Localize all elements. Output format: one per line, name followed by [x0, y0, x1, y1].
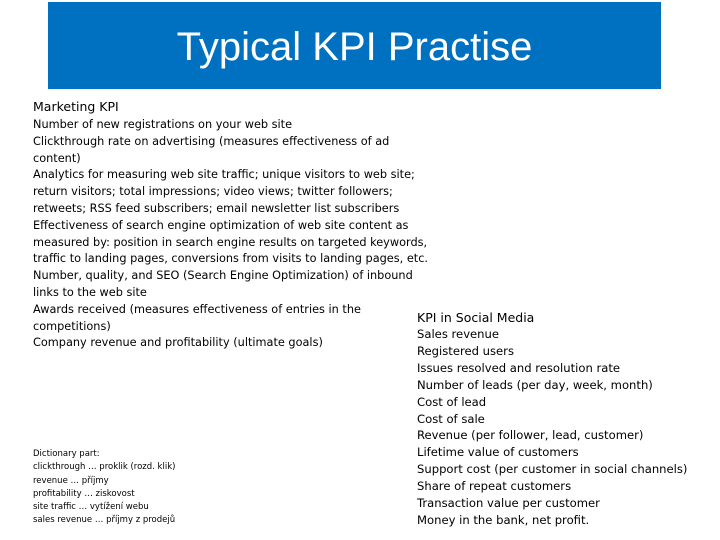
social-kpi-line: Cost of lead: [417, 394, 487, 409]
social-media-kpi-heading: KPI in Social Media: [417, 310, 535, 325]
dictionary-entry: site traffic … vytížení webu: [33, 502, 149, 513]
marketing-kpi-line: retweets; RSS feed subscribers; email newsletter list subscribers: [33, 201, 400, 215]
slide-title: Typical KPI Practise: [176, 24, 533, 69]
title-banner: [48, 2, 661, 89]
dictionary-entry: profitability … ziskovost: [33, 488, 135, 499]
marketing-kpi-line: competitions): [33, 319, 111, 333]
marketing-kpi-line: Analytics for measuring web site traffic; unique visitors to web site;: [33, 168, 415, 182]
dictionary-heading: Dictionary part:: [33, 449, 100, 459]
marketing-kpi-line: content): [33, 151, 81, 165]
social-kpi-line: Support cost (per customer in social channels): [417, 462, 688, 477]
social-media-kpi-list: [417, 326, 707, 529]
dictionary-section: [33, 448, 233, 528]
marketing-kpi-line: Effectiveness of search engine optimization of web site content as: [33, 218, 409, 232]
social-kpi-line: Money in the bank, net profit.: [417, 512, 590, 527]
social-kpi-line: Cost of sale: [417, 411, 485, 426]
social-kpi-line: Share of repeat customers: [417, 479, 572, 494]
marketing-kpi-list: [33, 117, 453, 352]
social-media-kpi-section: [417, 309, 707, 529]
social-kpi-line: Lifetime value of customers: [417, 445, 579, 460]
marketing-kpi-line: Number, quality, and SEO (Search Engine Optimization) of inbound: [33, 269, 413, 283]
marketing-kpi-line: Clickthrough rate on advertising (measures effectiveness of ad: [33, 134, 390, 148]
social-kpi-line: Transaction value per customer: [417, 496, 600, 511]
marketing-kpi-line: return visitors; total impressions; video views; twitter followers;: [33, 185, 393, 199]
marketing-kpi-line: links to the web site: [33, 285, 147, 299]
social-kpi-line: Sales revenue: [417, 327, 500, 341]
social-kpi-line: Number of leads (per day, week, month): [417, 377, 653, 392]
marketing-kpi-section: [33, 99, 453, 352]
marketing-kpi-line: measured by: position in search engine results on targeted keywords,: [33, 235, 428, 249]
marketing-kpi-line: traffic to landing pages, conversions from visits to landing pages, etc.: [33, 252, 429, 266]
dictionary-entry: clickthrough … proklik (rozd. klik): [33, 462, 176, 473]
social-kpi-line: Issues resolved and resolution rate: [417, 360, 621, 375]
dictionary-entry: sales revenue … příjmy z prodejů: [33, 515, 176, 526]
social-kpi-line: Revenue (per follower, lead, customer): [417, 428, 644, 443]
marketing-kpi-heading: Marketing KPI: [33, 99, 119, 114]
marketing-kpi-line: Awards received (measures effectiveness of entries in the: [33, 302, 361, 316]
marketing-kpi-line: Company revenue and profitability (ultimate goals): [33, 336, 323, 350]
social-kpi-line: Registered users: [417, 343, 514, 358]
dictionary-entry: revenue … příjmy: [33, 475, 109, 486]
marketing-kpi-line: Number of new registrations on your web site: [33, 118, 293, 131]
